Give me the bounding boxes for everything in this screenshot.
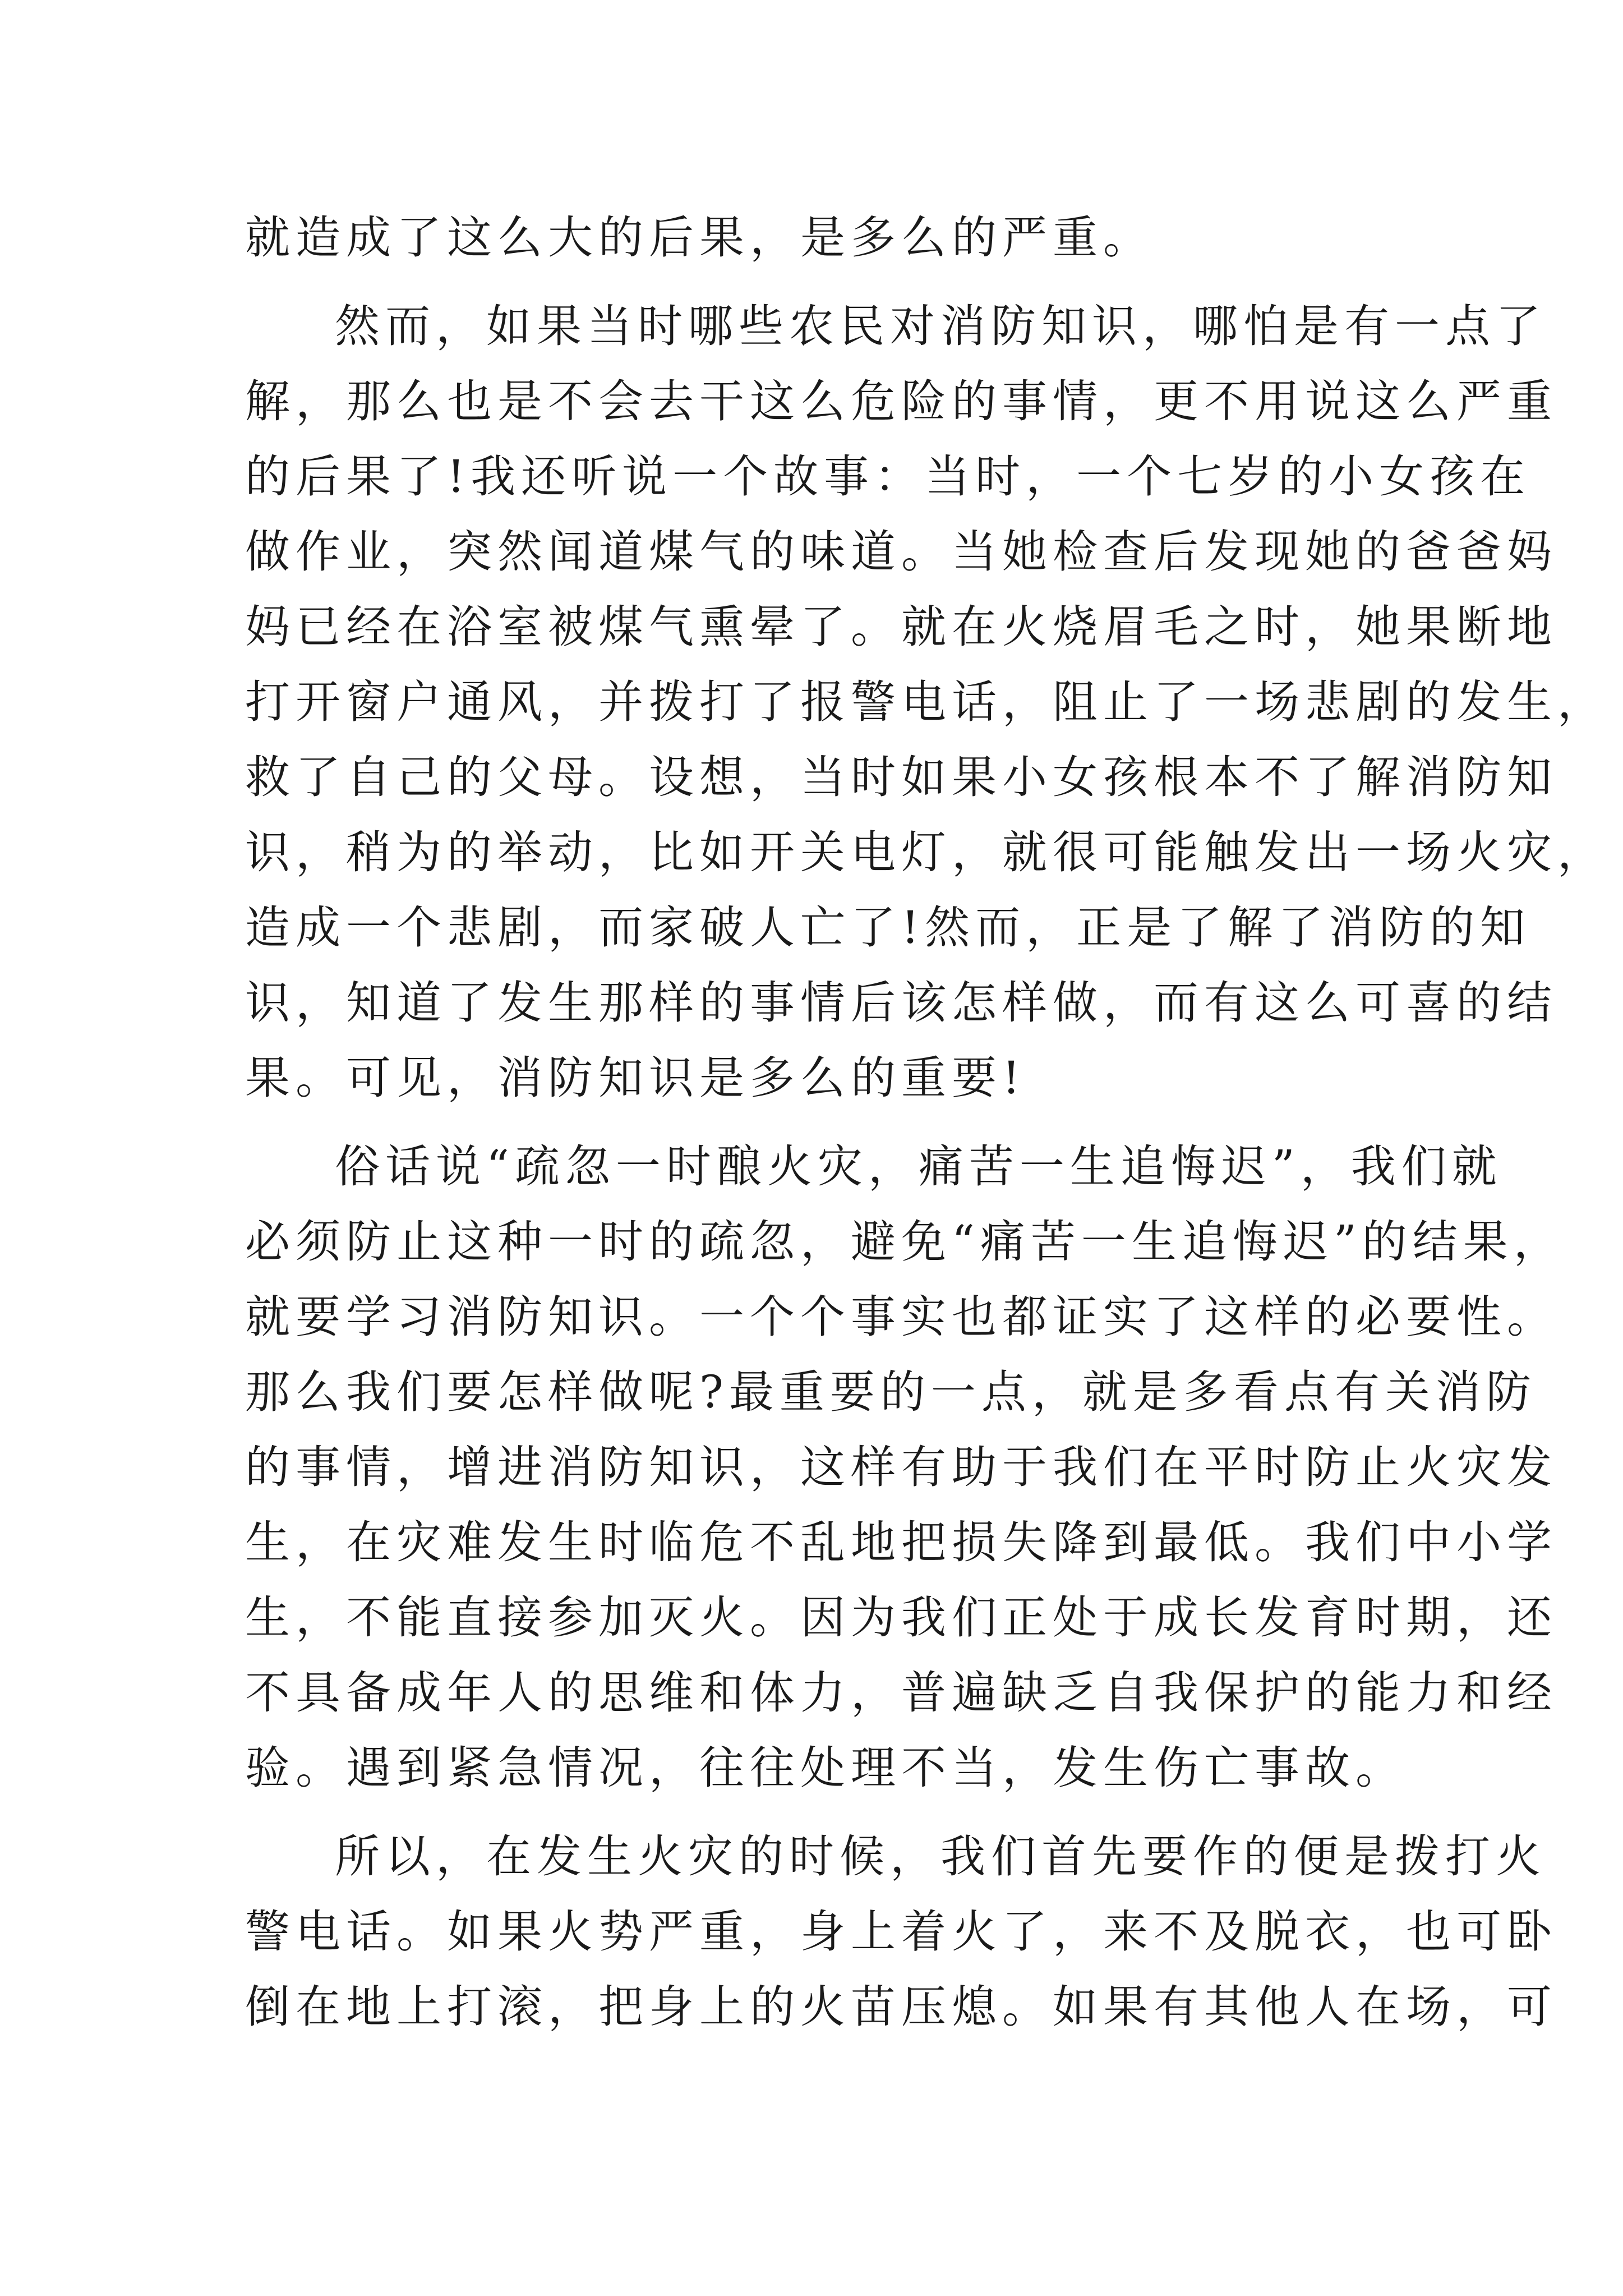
document-body — [245, 200, 1608, 2045]
text-line: 的后果了!我还听说一个故事：当时，一个七岁的小女孩在 — [245, 450, 1531, 503]
text-line: 生，在灾难发生时临危不乱地把损失降到最低。我们中小学 — [245, 1516, 1557, 1568]
text-line: 解，那么也是不会去干这么危险的事情，更不用说这么严重 — [245, 375, 1557, 427]
text-line: 生，不能直接参加灭火。因为我们正处于成长发育时期，还 — [245, 1591, 1557, 1644]
text-line: 必须防止这种一时的疏忽，避免“痛苦一生追悔迟”的结果， — [245, 1216, 1564, 1268]
text-line: 造成一个悲剧，而家破人亡了!然而，正是了解了消防的知 — [245, 901, 1531, 954]
text-line: 的事情，增进消防知识，这样有助于我们在平时防止火灾发 — [245, 1441, 1557, 1493]
text-line: 不具备成年人的思维和体力，普遍缺乏自我保护的能力和经 — [245, 1667, 1557, 1719]
paragraph-first-line: 所以，在发生火灾的时候，我们首先要作的便是拨打火 — [335, 1830, 1546, 1883]
text-line: 识，稍为的举动，比如开关电灯，就很可能触发出一场火灾， — [245, 826, 1608, 878]
text-line: 救了自己的父母。设想，当时如果小女孩根本不了解消防知 — [245, 751, 1557, 803]
text-line: 验。遇到紧急情况，往往处理不当，发生伤亡事故。 — [245, 1742, 1406, 1794]
text-line: 打开窗户通风，并拨打了报警电话，阻止了一场悲剧的发生， — [245, 676, 1608, 728]
text-line: 警电话。如果火势严重，身上着火了，来不及脱衣，也可卧 — [245, 1906, 1557, 1958]
text-line: 就要学习消防知识。一个个事实也都证实了这样的必要性。 — [245, 1291, 1557, 1343]
text-line: 就造成了这么大的后果，是多么的严重。 — [245, 211, 1154, 264]
text-line: 妈已经在浴室被煤气熏晕了。就在火烧眉毛之时，她果断地 — [245, 601, 1557, 653]
text-line: 倒在地上打滚，把身上的火苗压熄。如果有其他人在场，可 — [245, 1981, 1557, 2033]
text-line: 果。可见，消防知识是多么的重要! — [245, 1052, 1026, 1104]
text-line: 做作业，突然闻道煤气的味道。当她检查后发现她的爸爸妈 — [245, 526, 1557, 578]
paragraph-first-line: 俗话说“疏忽一时酿火灾，痛苦一生追悔迟”，我们就 — [335, 1140, 1502, 1193]
text-line: 那么我们要怎样做呢?最重要的一点，就是多看点有关消防 — [245, 1366, 1537, 1418]
paragraph-first-line: 然而，如果当时哪些农民对消防知识，哪怕是有一点了 — [335, 300, 1546, 352]
text-line: 识，知道了发生那样的事情后该怎样做，而有这么可喜的结 — [245, 977, 1557, 1029]
